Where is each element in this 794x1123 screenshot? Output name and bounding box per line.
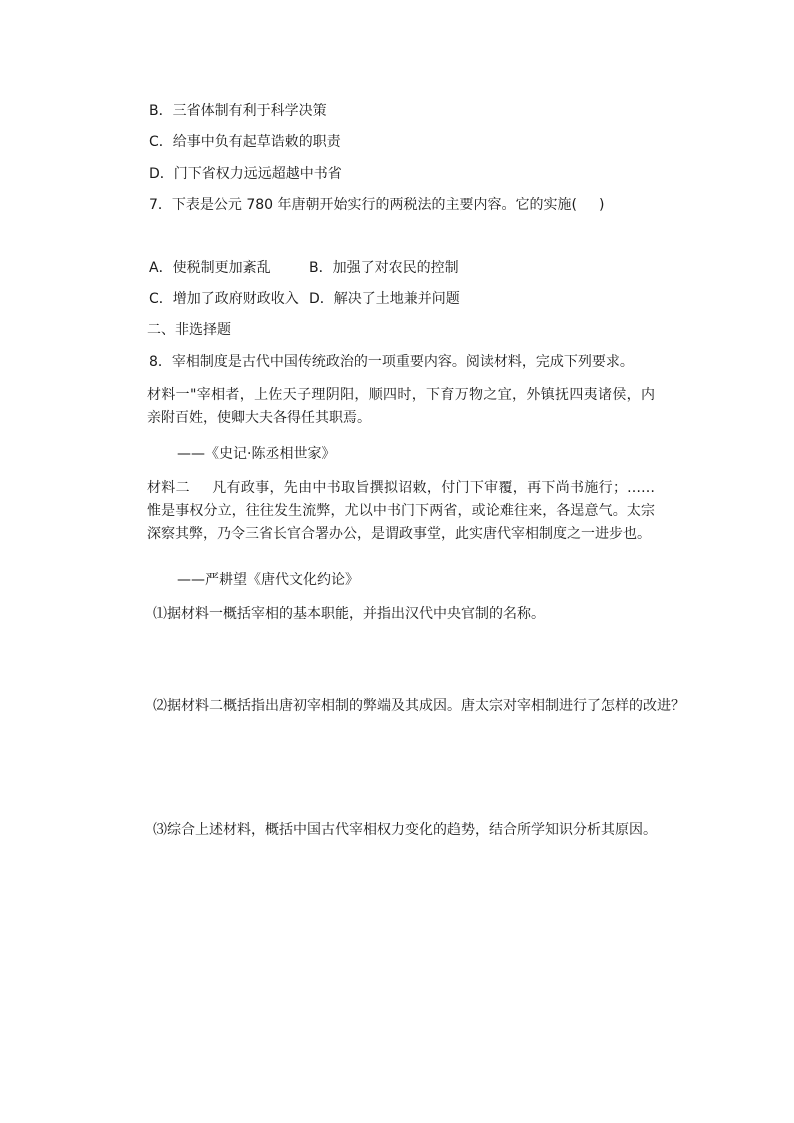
q7-option-a: A．使税制更加紊乱: [149, 260, 271, 276]
q6-option-b: B．三省体制有利于科学决策: [149, 103, 327, 119]
q7-option-c: C．增加了政府财政收入: [149, 291, 299, 307]
q7-stem-text: 7．下表是公元 780 年唐朝开始实行的两税法的主要内容。它的实施(: [149, 197, 577, 213]
q6-option-c: C．给事中负有起草诰敕的职责: [149, 134, 341, 150]
q7-option-b: B．加强了对农民的控制: [309, 260, 459, 276]
material-1-text: 材料一"宰相者，上佐天子理阴阳，顺四时，下育万物之宜，外镇抚四夷诸侯，内亲附百姓，使卿大夫各得任其职焉。: [147, 387, 655, 426]
q7-stem: [149, 195, 604, 215]
q7-option-d: D．解决了土地兼并问题: [309, 291, 460, 307]
material-2-text: 凡有政事，先由中书取旨撰拟诏敕，付门下审覆，再下尚书施行；……惟是事权分立，往往发生流弊，尤以中书门下两省，或论难往来，各逞意气。太宗深察其弊，乃令三省长官合署办公，是谓政事堂，此实唐代宰相制度之一进步也。: [147, 480, 655, 542]
q7-options-row-2: [149, 289, 460, 309]
sub-question-2: ⑵据材料二概括指出唐初宰相制的弊端及其成因。唐太宗对宰相制进行了怎样的改进？: [153, 698, 685, 714]
q7-stem-close: ): [599, 197, 605, 213]
q8-stem: 8．宰相制度是古代中国传统政治的一项重要内容。阅读材料，完成下列要求。: [149, 354, 634, 370]
q6-option-d: D．门下省权力远远超越中书省: [149, 166, 342, 182]
sub-question-3: ⑶综合上述材料，概括中国古代宰相权力变化的趋势，结合所学知识分析其原因。: [153, 822, 657, 838]
material-1-source: ——《史记·陈丞相世家》: [177, 446, 336, 462]
material-2-block: [147, 477, 655, 546]
q7-options-row-1: [149, 258, 459, 278]
material-2-label: 材料二: [147, 480, 190, 496]
material-2-source: ——严耕望《唐代文化约论》: [177, 572, 359, 588]
sub-question-1: ⑴据材料一概括宰相的基本职能，并指出汉代中央官制的名称。: [153, 606, 545, 622]
section-heading: 二、非选择题: [147, 322, 231, 338]
